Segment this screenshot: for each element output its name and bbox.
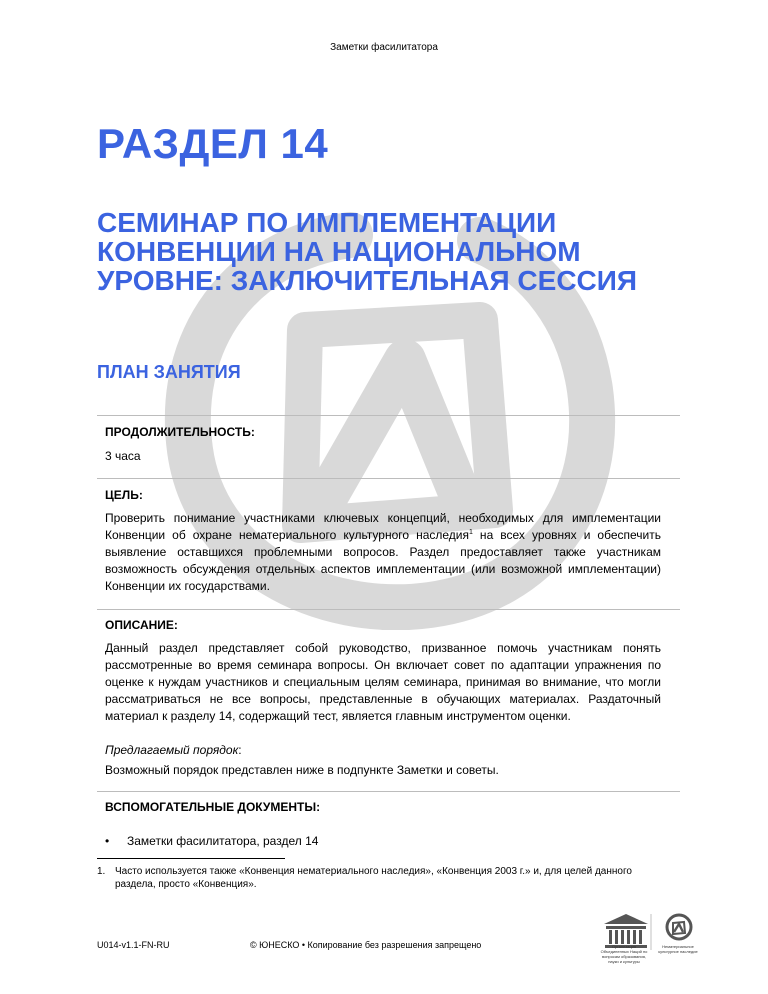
- bullet-icon: •: [105, 834, 110, 848]
- order-text: Возможный порядок представлен ниже в подпункте Заметки и советы.: [105, 763, 499, 777]
- document-code: U014-v1.1-FN-RU: [97, 940, 170, 950]
- order-label: Предлагаемый порядок: [105, 743, 239, 757]
- unesco-ich-logos: [596, 910, 700, 984]
- ich-logo-icon: [664, 912, 694, 942]
- goal-text-part1: Проверить понимание участниками ключевых концепций, необходимых для имплементации Конвенции об охране нематериального культурного наследия: [105, 511, 661, 542]
- section-title: РАЗДЕЛ 14: [97, 120, 329, 167]
- description-label: ОПИСАНИЕ:: [105, 618, 178, 632]
- divider: [97, 791, 680, 792]
- footnote-reference[interactable]: 1: [469, 529, 473, 536]
- order-colon: :: [238, 743, 242, 757]
- duration-value: 3 часа: [105, 449, 141, 463]
- order-heading: [105, 742, 661, 759]
- description-text: Данный раздел представляет собой руководство, призванное помочь участникам понять рассмотренные во время семинара вопросы. Он включает совет по адаптации упражнения по оценке к нуждам участников и специальным целям семинара, принимая во внимание, что могли рассматриваться не все вопросы, представленные в обучающих материалах. Раздаточный материал к разделу 14, содержащий тест, является главным инструментом оценки.: [105, 641, 661, 723]
- section-subtitle: СЕМИНАР ПО ИМПЛЕМЕНТАЦИИ КОНВЕНЦИИ НА НАЦИОНАЛЬНОМ УРОВНЕ: ЗАКЛЮЧИТЕЛЬНАЯ СЕССИЯ: [97, 207, 638, 296]
- running-header: Заметки фасилитатора: [330, 42, 438, 53]
- goal-text: [105, 510, 661, 595]
- unesco-caption: Организация Объединенных Наций по вопросам образования, науки и культуры: [600, 944, 648, 964]
- divider: [97, 609, 680, 610]
- copyright-notice: © ЮНЕСКО • Копирование без разрешения запрещено: [250, 940, 482, 950]
- ich-caption: Нематериальное культурное наследие: [658, 944, 698, 954]
- divider: [97, 415, 680, 416]
- footnote-divider: [97, 858, 285, 859]
- goal-label: ЦЕЛЬ:: [105, 488, 143, 502]
- footnote: [97, 865, 675, 891]
- plan-heading: ПЛАН ЗАНЯТИЯ: [97, 362, 241, 382]
- divider: [97, 478, 680, 479]
- duration-label: ПРОДОЛЖИТЕЛЬНОСТЬ:: [105, 425, 255, 439]
- list-item-text: Заметки фасилитатора, раздел 14: [127, 834, 319, 848]
- footnote-number: 1.: [97, 866, 106, 877]
- list-item: [105, 834, 318, 848]
- footnote-text: Часто используется также «Конвенция нематериального наследия», «Конвенция 2003 г.» и, для целей данного раздела, просто «Конвенция».: [115, 866, 632, 890]
- goal-text-part2: на всех уровнях и обеспечить выявление оставшихся проблемными вопросов. Раздел предоставляет также участникам возможность обсуждения отдельных аспектов имплементации (или возможной имплементации) Конвенции их государствами.: [105, 528, 661, 593]
- supporting-label: ВСПОМОГАТЕЛЬНЫЕ ДОКУМЕНТЫ:: [105, 800, 321, 814]
